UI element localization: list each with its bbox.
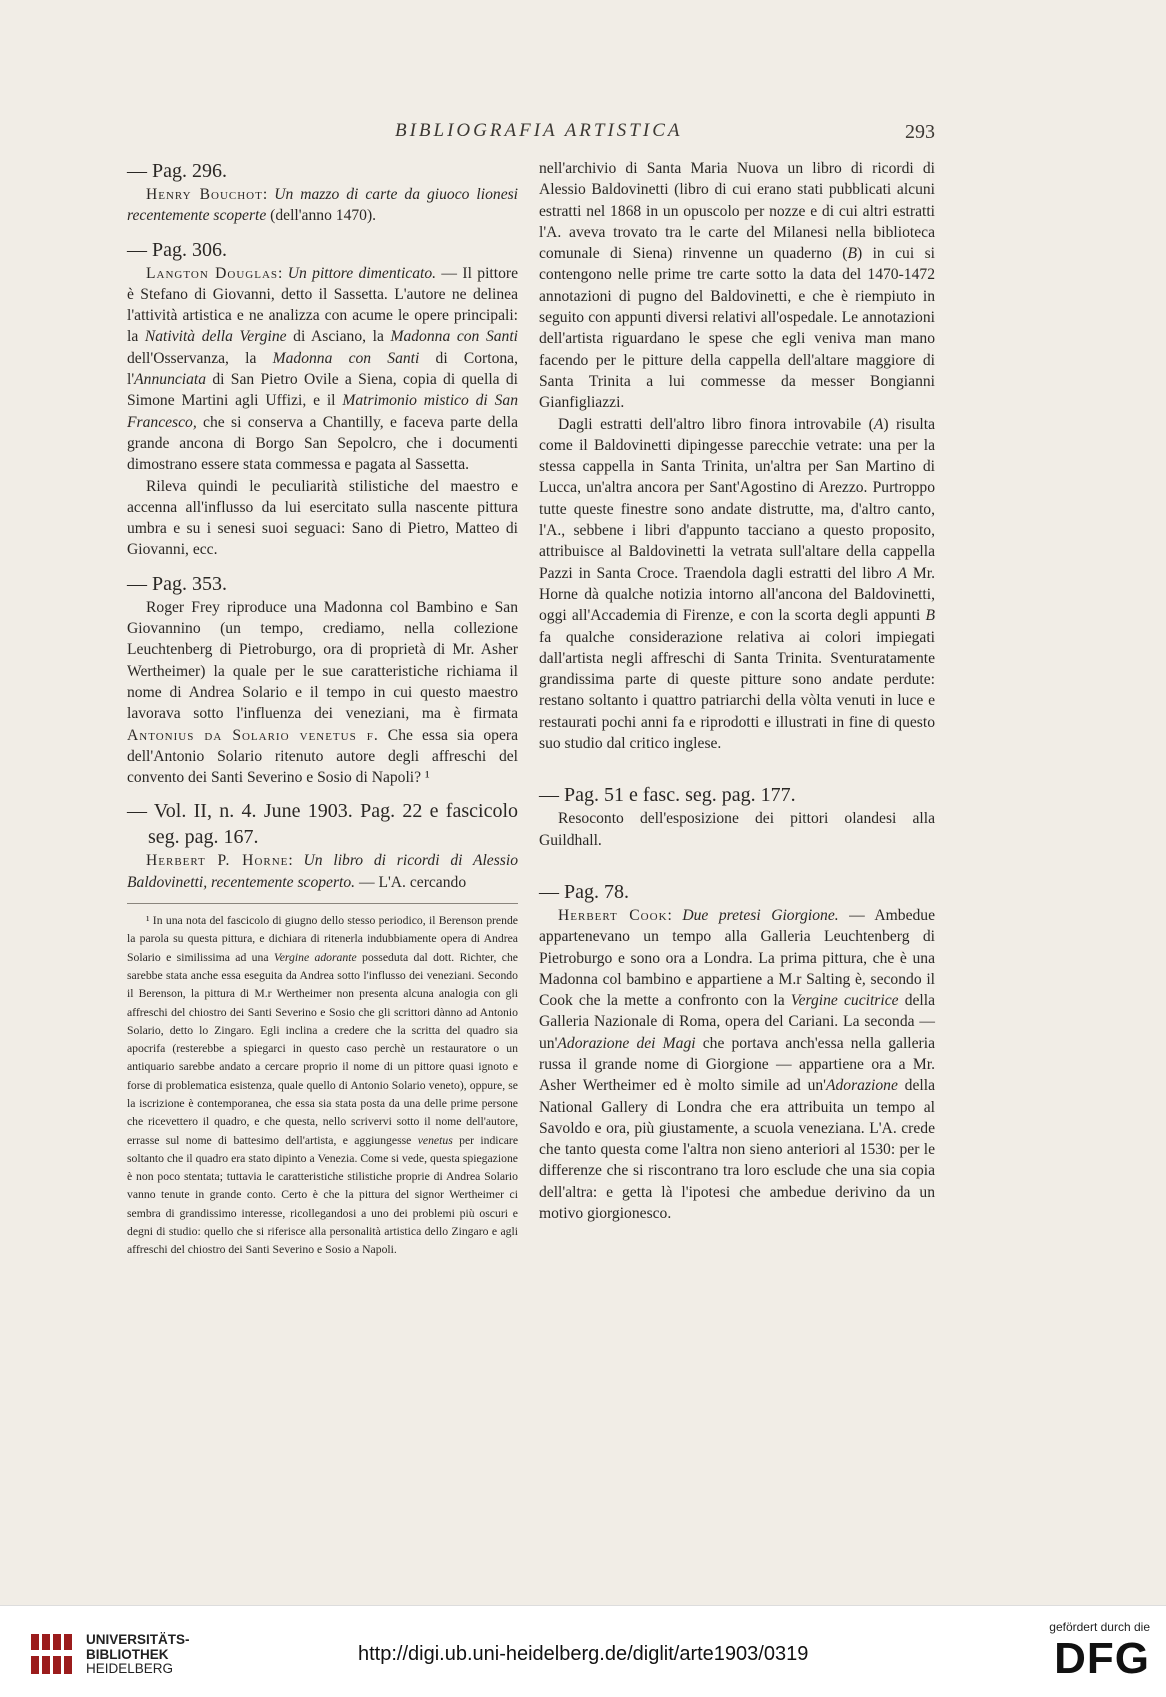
author-name: Langton Douglas — [146, 264, 279, 282]
entry-text: che si conserva a Chantilly, e faceva parte della grande ancona di Borgo San Sepolcro, che i documenti dimostrano essere stata commessa e pagata al Sassetta. — [127, 413, 518, 474]
artwork-title: Matrimonio mistico di San Francesco, — [127, 392, 519, 431]
footnote-text: per indicare soltanto che il quadro era stato dipinto a Venezia. Come si vede, questa spiegazione è non poco stentata; tuttavia le caratteristiche stilistiche proprie di Andrea Solario vanno tenute in grande conto. Certo è che la pittura del signor Wertheimer ci sembra di grandissimo interesse, ricollegandosi a uno dei problemi più oscuri e degni di studio: quello che si riferisce alla personalità artistica dello Zingaro e agli affreschi del chiostro dei Santi Severino e Sosio a Napoli. — [127, 1133, 519, 1257]
book-label: B — [925, 607, 935, 625]
entry-text: — Il pittore è Stefano di Giovanni, detto il Sassetta. L'autore ne delinea l'attività artistica e ne analizza con acume le opere principali: la — [127, 264, 518, 346]
artwork-title: Natività della Vergine — [144, 328, 287, 346]
author-name: Herbert Cook — [558, 906, 668, 924]
running-title: BIBLIOGRAFIA ARTISTICA — [395, 120, 683, 141]
artwork-title: Madonna con Santi — [390, 328, 519, 346]
entry-cook: Herbert Cook: Due pretesi Giorgione. — Ambedue appartenevano un tempo alla Galleria Leuchtenberg di Pietroburgo e sono ora a Londra. La prima pittura, che è una Madonna col bambino e appartiene a M.r Salting è, secondo il Cook che la mette a confronto con la Vergine cucitrice della Galleria Nazionale di Roma, opera del Cariani. La seconda — un'Adorazione dei Magi che portava anch'essa nella galleria russa il grande nome di Giorgione — appartiene ora a Mr. Asher Wertheimer ed è molto simile ad un'Adorazione della National Gallery di Londra che era attribuita un tempo al Savoldo e ora, più giustamente, a scuola veneziana. L'A. crede che tanto questa come l'altra non sieno anteriori al 1530: per le differenze che si riscontrano tra loro esclude che una sia copia dell'altra: e getta là l'ipotesi che ambedue derivino da un motivo giorgionesco. — [539, 906, 936, 1223]
library-name — [86, 1633, 226, 1677]
entry-text: Che essa sia opera dell'Antonio Solario ritenuto autore degli affreschi del convento dei Santi Severino e Sosio di Napoli? ¹ — [127, 726, 518, 787]
library-crest-icon — [28, 1630, 74, 1678]
dfg-funding-logo[interactable] — [1035, 1620, 1150, 1684]
section-heading: — Pag. 353. — [127, 572, 227, 595]
paragraph — [539, 158, 935, 414]
viewer-footer — [0, 1605, 1166, 1697]
page-number: 293 — [905, 121, 935, 143]
entry-text: della National Gallery di Londra che era attribuita un tempo al Savoldo e ora, più giustamente, a scuola veneziana. L'A. crede che tanto questa come l'altra non sieno anteriori al 1530: per le differenze che si riscontrano tra loro esclude che una sia copia dell'altra: e getta là l'ipotesi che ambedue derivino da un motivo giorgionesco. — [539, 1077, 935, 1223]
right-column — [539, 158, 935, 1224]
article-title: Un mazzo di carte da giuoco lionesi recentemente scoperte — [127, 186, 519, 225]
paragraph: Resoconto dell'esposizione dei pittori olandesi alla Guildhall. — [539, 810, 935, 849]
paragraph — [539, 414, 935, 755]
entry-text: che portava anch'essa nella galleria russa il grande nome di Giorgione — appartiene ora a Mr. Asher Wertheimer ed è molto simile ad un' — [539, 1034, 935, 1095]
author-name: Herbert P. Horne — [146, 852, 289, 870]
entry-frey — [127, 597, 518, 789]
artwork-title: Vergine adorante — [273, 950, 357, 964]
funding-label: gefördert durch die — [1049, 1620, 1150, 1634]
footnote-text: ¹ In una nota del fascicolo di giugno dello stesso periodico, il Berenson prende la parola su questa pittura, e dichiara di ritenerla indubbiamente opera di Andrea Solario e similissima ad una — [127, 914, 518, 964]
entry-text: di San Pietro Ovile a Siena, copia di quella di Simone Martini agli Uffizi, e il — [127, 371, 518, 410]
footnote-text: posseduta dal dott. Richter, che sarebbe stata anche essa eseguita da Andrea sotto l'influsso dei veneziani. Secondo il Berenson, la pittura di M.r Wertheimer non presenta alcuna analogia con gli affreschi del chiostro dei Santi Severino e Sosio che gli scrittori dànno ad Antonio Solario, detto lo Zingaro. Egli inclina a credere che la scritta del quadro sia apocrifa (resterebbe a spiegarci in questo caso perchè un restauratore o un antiquario sarebbe andato a cercare proprio il nome di un pittore quasi ignoto e forse di problematica esistenza, quale quello di Antonio Solario veneto), oppure, se la iscrizione è contemporanea, che essa sia stata posta da una delle prime persone che ricevettero il quadro, e che questa, nello scrivervi sotto il nome dell'autore, errasse sul nome di battesimo dell'artista, e aggiungesse — [127, 950, 518, 1147]
article-title: Due pretesi Giorgione. — [682, 906, 839, 924]
book-label: A — [897, 564, 908, 582]
library-name-line: UNIVERSITÄTS- — [86, 1632, 190, 1647]
entry-text: dell'Osservanza, la — [127, 349, 273, 367]
footnote-italic: venetus — [417, 1133, 453, 1147]
artwork-title: Vergine cucitrice — [790, 992, 899, 1010]
spacer — [539, 754, 935, 772]
entry-horne: Herbert P. Horne: Un libro di ricordi di Alessio Baldovinetti, recentemente scoperto. — L'A. cercando — [127, 852, 518, 891]
entry-text: di Cortona, l' — [127, 349, 518, 389]
section-heading: — Pag. 306. — [127, 238, 227, 261]
paragraph: Rileva quindi le peculiarità stilistiche del maestro e accenna all'influsso da lui esercitato sulla nascente pittura umbra e su i senesi suoi seguaci: Sano di Pietro, Matteo di Giovanni, ecc. — [127, 477, 518, 559]
footnote-divider — [127, 903, 518, 904]
entry-bouchot: Henry Bouchot: Un mazzo di carte da giuoco lionesi recentemente scoperte (dell'anno 1470). — [127, 186, 519, 225]
entry-text: — L'A. cercando — [358, 873, 467, 891]
library-name-line: HEIDELBERG — [86, 1661, 174, 1676]
dfg-logo-icon: DFG — [1054, 1634, 1150, 1683]
artwork-title: Madonna con Santi — [272, 349, 420, 367]
entry-text: (dell'anno 1470). — [270, 207, 377, 225]
artwork-title: Annunciata — [134, 371, 207, 389]
article-title: Un libro di ricordi di Alessio Baldovinetti, recentemente scoperto. — [127, 852, 518, 891]
entry-text: di Asciano, la — [286, 328, 391, 346]
entry-text: della Galleria Nazionale di Roma, opera del Cariani. La seconda — un' — [539, 992, 935, 1052]
entry-text: nell'archivio di Santa Maria Nuova un libro di ricordi di Alessio Baldovinetti (libro di cui erano stati pubblicati alcuni estratti nel 1868 in un opuscolo per nozze e di cui altri estratti l'A. aveva trovato tra le carte del Milanesi nella biblioteca comunale di Siena) rinvenne un quaderno ( — [539, 160, 935, 263]
signature-text: Antonius da Solario venetus f. — [127, 726, 379, 744]
entry-text: — Ambedue appartenevano un tempo alla Galleria Leuchtenberg di Pietroburgo e sono ora a Londra. La prima pittura, che è una Madonna col bambino e appartiene a M.r Salting è, secondo il Cook che la mette a confronto con la — [539, 906, 936, 1010]
section-heading: — Pag. 296. — [127, 160, 227, 182]
library-name-line: BIBLIOTHEK — [86, 1646, 169, 1662]
section-heading: — Pag. 78. — [539, 880, 629, 903]
entry-text: ) risulta come il Baldovinetti dipingesse parecchie vetrate: una per la stessa cappella in Santa Trinita, un'altra per San Martino di Lucca, un'altra ancora per Sant'Agostino di Arezzo. Purtroppo tutte queste finestre sono andate distrutte, ma, d'altro canto, l'A., sebbene i libri d'appunto tacciano a questo proposito, attribuisce al Baldovinetti la vetrata sull'altare della cappella Pazzi in Santa Croce. Traendola dagli estratti del libro — [539, 415, 935, 582]
entry-douglas: Langton Douglas: Un pittore dimenticato. — Il pittore è Stefano di Giovanni, detto il Sassetta. L'autore ne delinea l'attività artistica e ne analizza con acume le opere principali: la Natività della Vergine di Asciano, la Madonna con Santi dell'Osservanza, la Madonna con Santi di Cortona, l'Annunciata di San Pietro Ovile a Siena, copia di quella di Simone Martini agli Uffizi, e il Matrimonio mistico di San Francesco, che si conserva a Chantilly, e faceva parte della grande ancona di Borgo San Sepolcro, che i documenti dimostrano essere stata commessa e pagata al Sassetta. — [127, 264, 519, 474]
entry-text: Mr. Horne dà qualche notizia intorno all'ancona del Baldovinetti, oggi all'Accademia di Firenze, e con la scorta degli appunti — [539, 564, 935, 625]
book-label: A — [873, 415, 884, 433]
article-title: Un pittore dimenticato. — [287, 264, 437, 282]
entry-text: ) in cui si contengono nelle prime tre carte sotto la data del 1470-1472 annotazioni di pugno del Baldovinetti, e che è riempiuto in seguito con appunti diversi relativi all'ospedale. Le annotazioni dell'artista riguardano le spese che egli veniva man mano facendo per le pitture della cappella dell'altare maggiore di Santa Trinita a lui commesse da messer Bongianni Gianfigliazzi. — [539, 245, 935, 412]
book-label: B — [847, 245, 857, 263]
left-column — [127, 158, 518, 1260]
footnote — [127, 912, 518, 1260]
section-heading: — Vol. II, n. 4. June 1903. Pag. 22 e fascicolo seg. pag. 167. — [127, 800, 518, 849]
artwork-title: Adorazione dei Magi — [557, 1034, 696, 1052]
permalink-url[interactable]: http://digi.ub.uni-heidelberg.de/diglit/arte1903/0319 — [358, 1643, 809, 1665]
entry-text: fa qualche considerazione relativa ai colori impiegati dall'artista negli affreschi di Santa Trinita. Sventuratamente grandissima parte di queste pitture sono andate perdute: restano soltanto i quattro patriarchi della vòlta venuti in luce e restaurati pochi anni fa e riprodotti e illustrati in fine di questo suo studio dal critico inglese. — [539, 628, 935, 753]
spacer — [539, 851, 935, 869]
entry-text: Dagli estratti dell'altro libro finora introvabile ( — [558, 415, 874, 433]
artwork-title: Adorazione — [825, 1077, 898, 1095]
section-heading: — Pag. 51 e fasc. seg. pag. 177. — [539, 784, 796, 807]
author-name: Henry Bouchot — [146, 186, 263, 203]
entry-text: Roger Frey riproduce una Madonna col Bambino e San Giovannino (un tempo, crediamo, nella collezione Leuchtenberg di Pietroburgo, ora di proprietà di Mr. Asher Wertheimer) la quale per le sue caratteristiche richiama il nome di Andrea Solario e il tempo in cui questo maestro lavorava sotto l'influenza dei veneziani, ma è firmata — [127, 598, 518, 723]
